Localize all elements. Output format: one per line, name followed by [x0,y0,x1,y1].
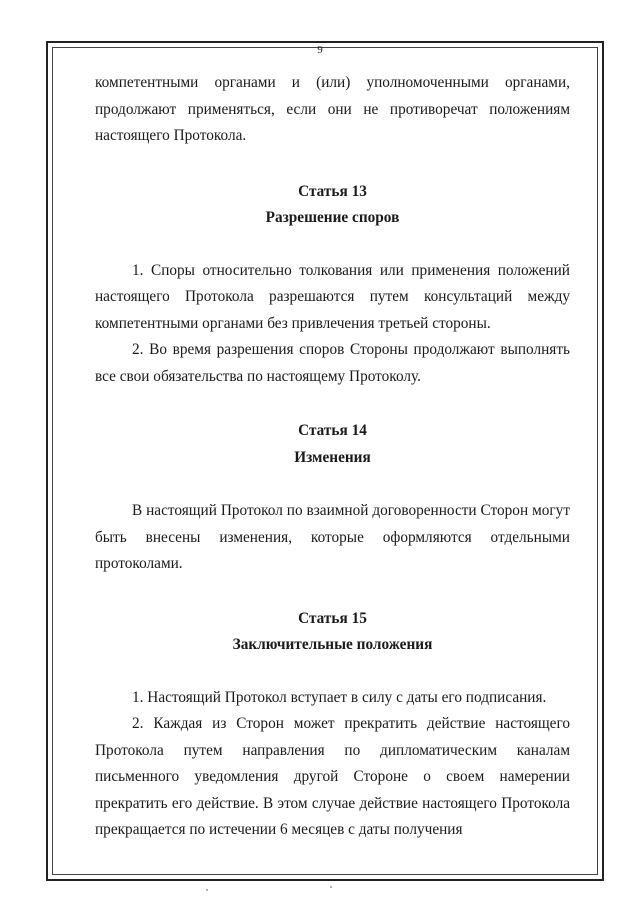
article-15-number: Статья 15 [298,609,367,627]
document-body [95,70,570,844]
article-14-paragraph-1: В настоящий Протокол по взаимной договоренности Сторон могут быть внесены изменения, которые оформляются отдельными протоколами. [95,502,570,572]
article-13-paragraph-1: 1. Споры относительно толкования или применения положений настоящего Протокола разрешаются путем консультаций между компетентными органами без привлечения третьей стороны. [95,261,570,332]
article-14-number: Статья 14 [298,422,367,439]
article-13-number: Статья 13 [298,182,367,200]
article-15-paragraph-2: 2. Каждая из Сторон может прекратить действие настоящего Протокола путем направления по дипломатическим каналам письменного уведомления другой Стороне о своем намерении прекратить его действие. В этом случае действие настоящего Протокола прекращается по истечении 6 месяцев с даты получения [95,715,570,838]
intro-line-1: компетентными органами и (или) уполномоченными органами, [95,74,570,91]
scan-speck [206,889,208,891]
article-15-title: Заключительные положения [232,636,433,653]
article-15-paragraph-1: 1. Настоящий Протокол вступает в силу с даты его подписания. [132,688,547,706]
article-13-paragraph-2: 2. Во время разрешения споров Стороны продолжают выполнять все свои обязательства по настоящему Протоколу. [95,341,570,385]
article-14-title: Изменения [294,448,371,466]
page-number: 9 [317,44,323,56]
scan-speck [330,886,332,888]
intro-line-3: настоящего Протокола. [95,127,247,144]
intro-line-2: продолжают применяться, если они не противоречат положениям [95,100,570,118]
article-13-title: Разрешение споров [265,209,400,226]
